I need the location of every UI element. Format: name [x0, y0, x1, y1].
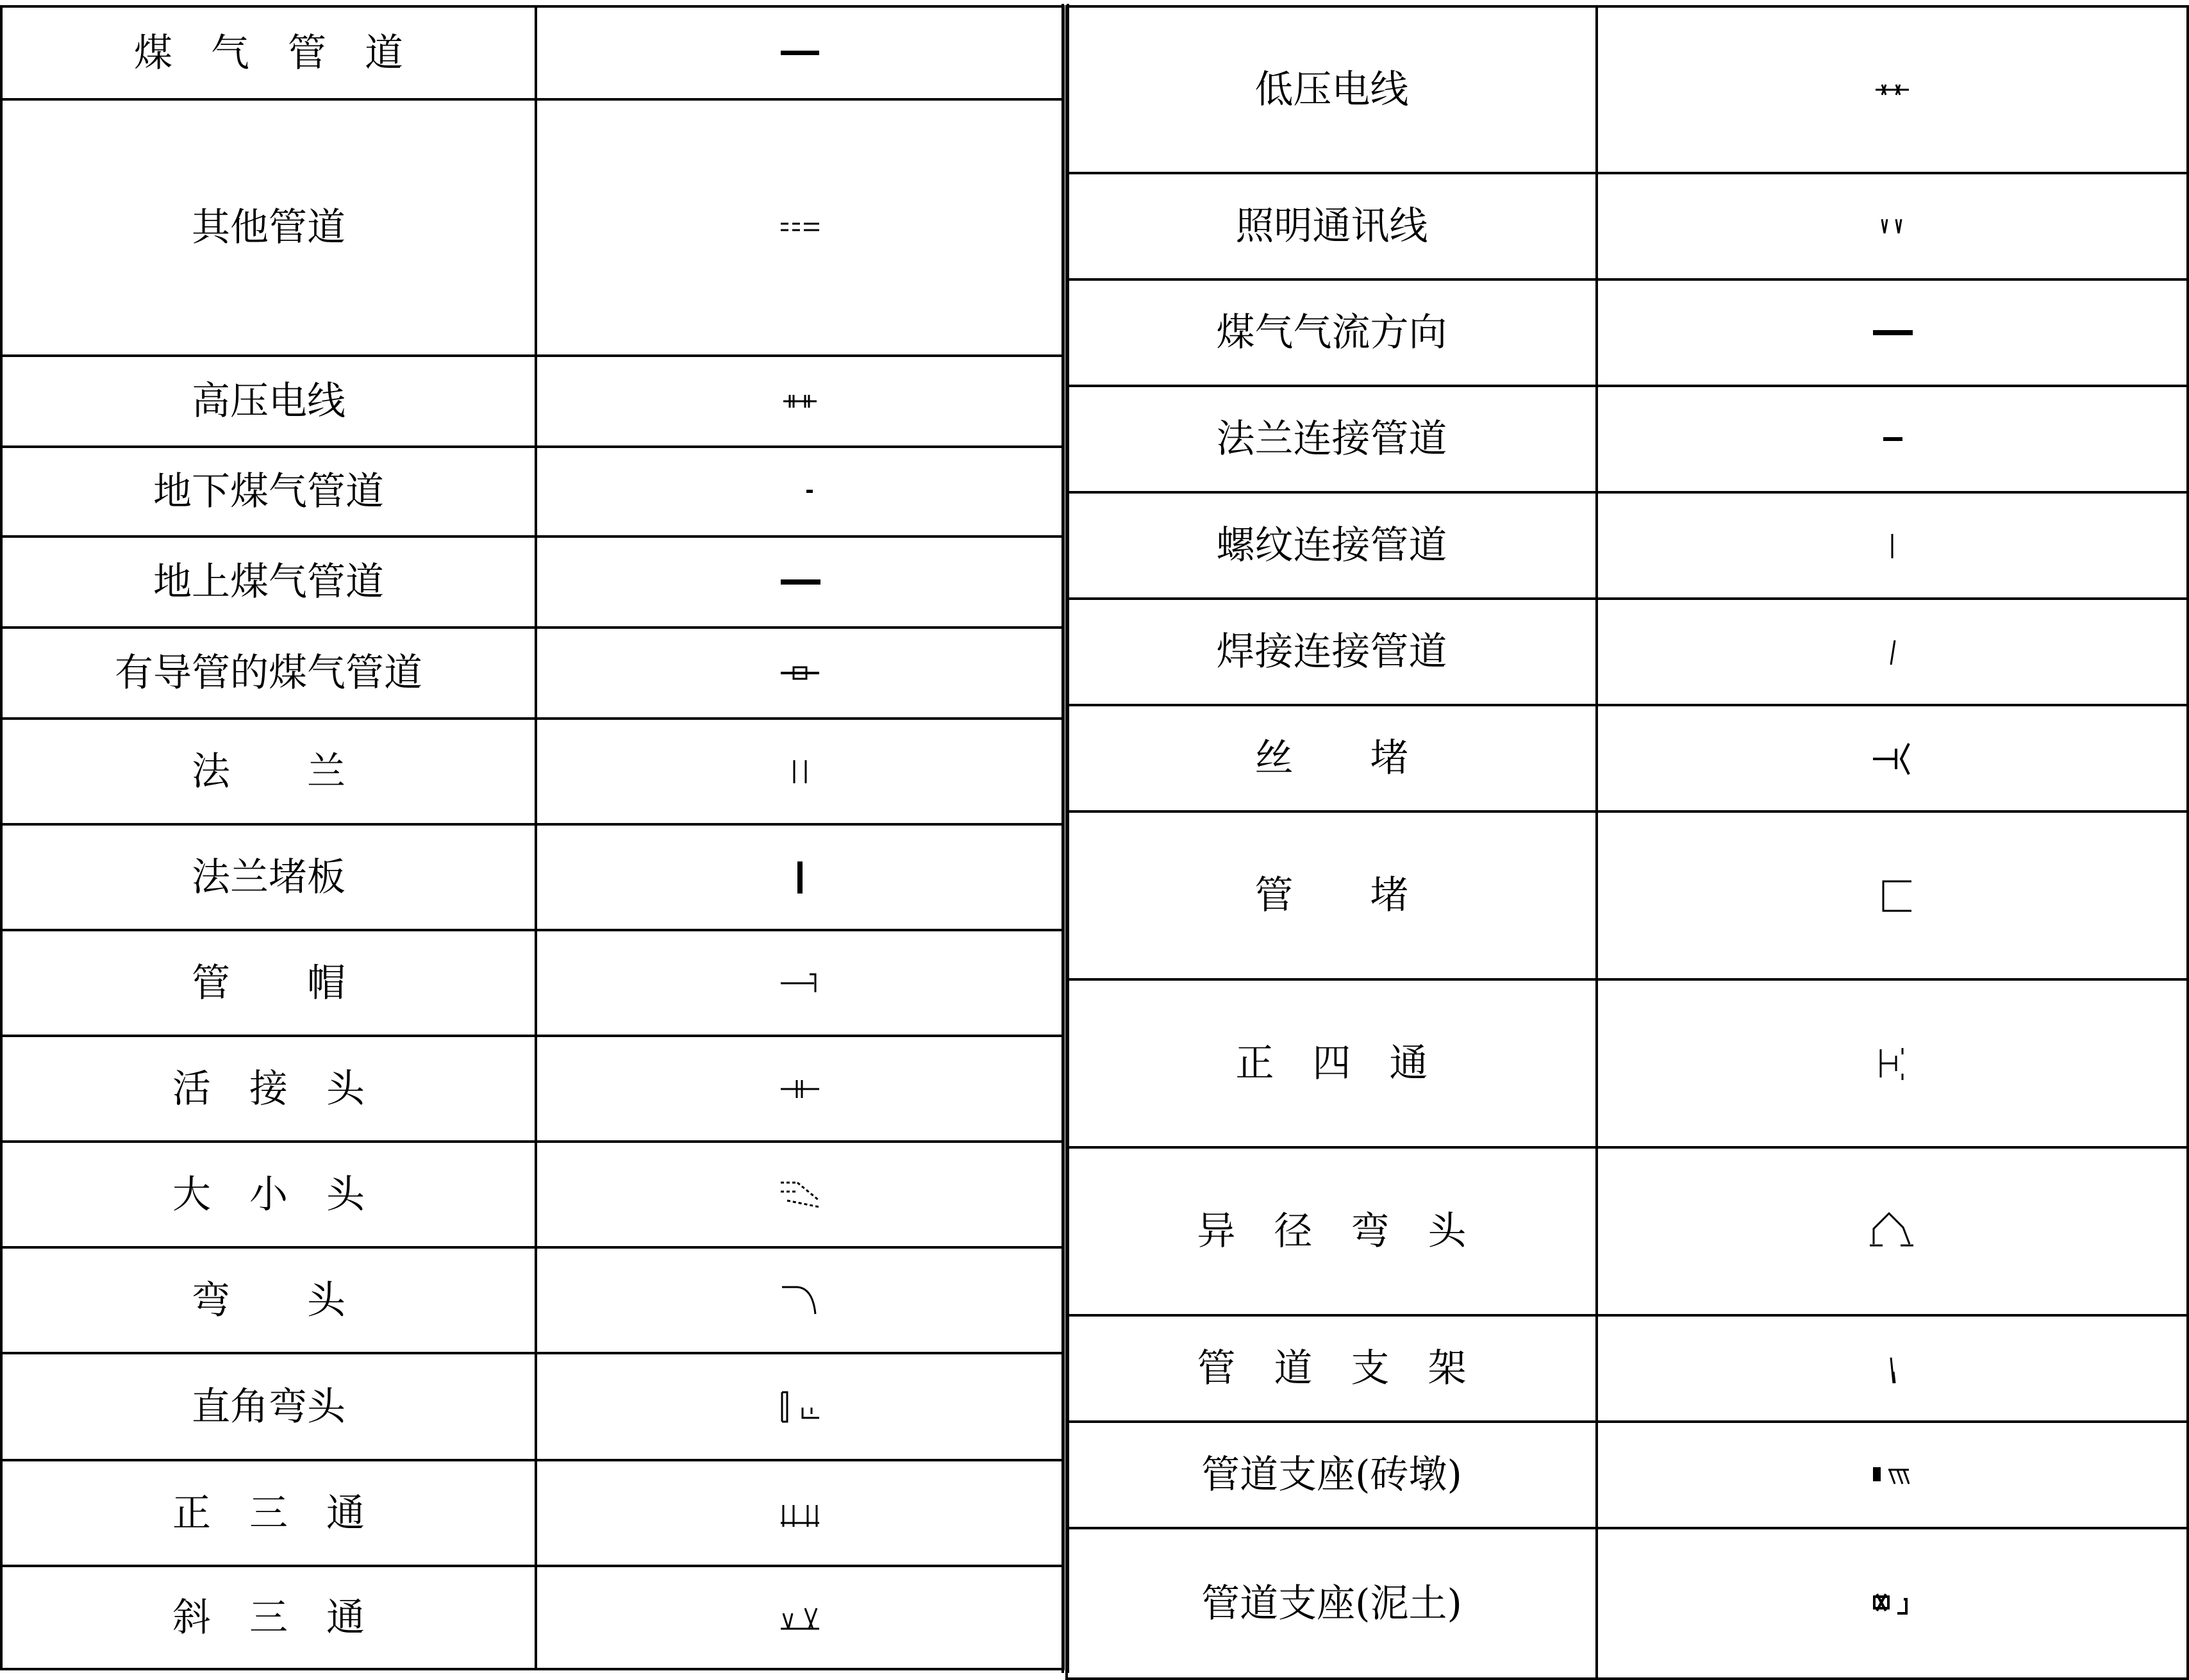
- symbol-name: 正 四 通: [1067, 979, 1597, 1147]
- table-row: [1067, 1528, 2188, 1679]
- symbol-name: 异 径 弯 头: [1067, 1147, 1597, 1315]
- flange-symbol: [536, 719, 1063, 824]
- table-row: [1067, 1315, 2188, 1422]
- soil-support-symbol: [1597, 1528, 2188, 1679]
- symbol-name: 煤 气 管 道: [1, 6, 536, 99]
- symbol-name: 其他管道: [1, 99, 536, 356]
- short-dash-symbol: [536, 447, 1063, 536]
- pipe-cap-symbol: [536, 930, 1063, 1036]
- plug-symbol: [1597, 705, 2188, 811]
- slash-tick-symbol: [1597, 599, 2188, 705]
- symbol-name: 管 堵: [1067, 811, 1597, 979]
- right-angle-elbow-symbol: [536, 1353, 1063, 1460]
- elbow-symbol: [536, 1247, 1063, 1353]
- table-row: [1, 1353, 1063, 1460]
- table-row: [1067, 1147, 2188, 1315]
- left-symbol-table: [0, 5, 1065, 1670]
- flow-direction-symbol: [1597, 279, 2188, 386]
- symbol-name: 法 兰: [1, 719, 536, 824]
- symbol-name: 低压电线: [1067, 6, 1597, 173]
- symbol-name: 煤气气流方向: [1067, 279, 1597, 386]
- thick-line-symbol: [536, 536, 1063, 628]
- symbol-name: 管道支座(泥土): [1067, 1528, 1597, 1679]
- symbol-name: 管 帽: [1, 930, 536, 1036]
- symbol-name: 管道支座(砖墩): [1067, 1422, 1597, 1528]
- symbol-name: 正 三 通: [1, 1460, 536, 1566]
- table-row: [1, 536, 1063, 628]
- blind-flange-symbol: [536, 824, 1063, 930]
- low-voltage-line-symbol: [1597, 6, 2188, 173]
- symbol-name: 活 接 头: [1, 1036, 536, 1142]
- column-separator: [1061, 4, 1064, 1673]
- table-row: [1, 1460, 1063, 1566]
- thick-line-symbol: [536, 6, 1063, 99]
- symbol-name: 法兰连接管道: [1067, 386, 1597, 492]
- cross-symbol: [1597, 979, 2188, 1147]
- table-row: [1067, 386, 2188, 492]
- high-voltage-line-symbol: [536, 356, 1063, 447]
- table-row: [1, 1036, 1063, 1142]
- lighting-line-symbol: [1597, 173, 2188, 279]
- table-row: [1, 824, 1063, 930]
- sleeved-pipe-symbol: [536, 628, 1063, 719]
- table-row: [1, 356, 1063, 447]
- brick-support-symbol: [1597, 1422, 2188, 1528]
- tee-symbol: [536, 1460, 1063, 1566]
- pipe-plug-symbol: [1597, 811, 2188, 979]
- oblique-tee-symbol: [536, 1566, 1063, 1669]
- symbol-name: 地上煤气管道: [1, 536, 536, 628]
- table-row: [1, 6, 1063, 99]
- short-line-symbol: [1597, 386, 2188, 492]
- symbol-name: 焊接连接管道: [1067, 599, 1597, 705]
- symbol-name: 管 道 支 架: [1067, 1315, 1597, 1422]
- table-row: [1, 1566, 1063, 1669]
- table-row: [1067, 1422, 2188, 1528]
- table-row: [1, 447, 1063, 536]
- table-row: [1067, 979, 2188, 1147]
- dashed-double-line-symbol: [536, 99, 1063, 356]
- symbol-name: 有导管的煤气管道: [1, 628, 536, 719]
- table-row: [1, 628, 1063, 719]
- symbol-name: 弯 头: [1, 1247, 536, 1353]
- symbol-name: 照明通讯线: [1067, 173, 1597, 279]
- symbol-name: 直角弯头: [1, 1353, 536, 1460]
- table-row: [1, 1142, 1063, 1247]
- right-symbol-table: [1065, 5, 2189, 1680]
- symbol-name: 高压电线: [1, 356, 536, 447]
- reducing-elbow-symbol: [1597, 1147, 2188, 1315]
- table-row: [1067, 599, 2188, 705]
- symbol-name: 法兰堵板: [1, 824, 536, 930]
- table-row: [1, 930, 1063, 1036]
- reducer-symbol: [536, 1142, 1063, 1247]
- table-row: [1067, 705, 2188, 811]
- table-row: [1, 1247, 1063, 1353]
- support-symbol: [1597, 1315, 2188, 1422]
- table-row: [1067, 492, 2188, 599]
- union-symbol: [536, 1036, 1063, 1142]
- symbol-name: 斜 三 通: [1, 1566, 536, 1669]
- symbol-name: 螺纹连接管道: [1067, 492, 1597, 599]
- symbol-name: 丝 堵: [1067, 705, 1597, 811]
- symbol-name: 地下煤气管道: [1, 447, 536, 536]
- table-row: [1067, 6, 2188, 173]
- column-separator: [1067, 4, 1069, 1673]
- table-row: [1067, 811, 2188, 979]
- table-row: [1, 719, 1063, 824]
- table-row: [1067, 279, 2188, 386]
- table-row: [1, 99, 1063, 356]
- table-row: [1067, 173, 2188, 279]
- vertical-tick-symbol: [1597, 492, 2188, 599]
- symbol-name: 大 小 头: [1, 1142, 536, 1247]
